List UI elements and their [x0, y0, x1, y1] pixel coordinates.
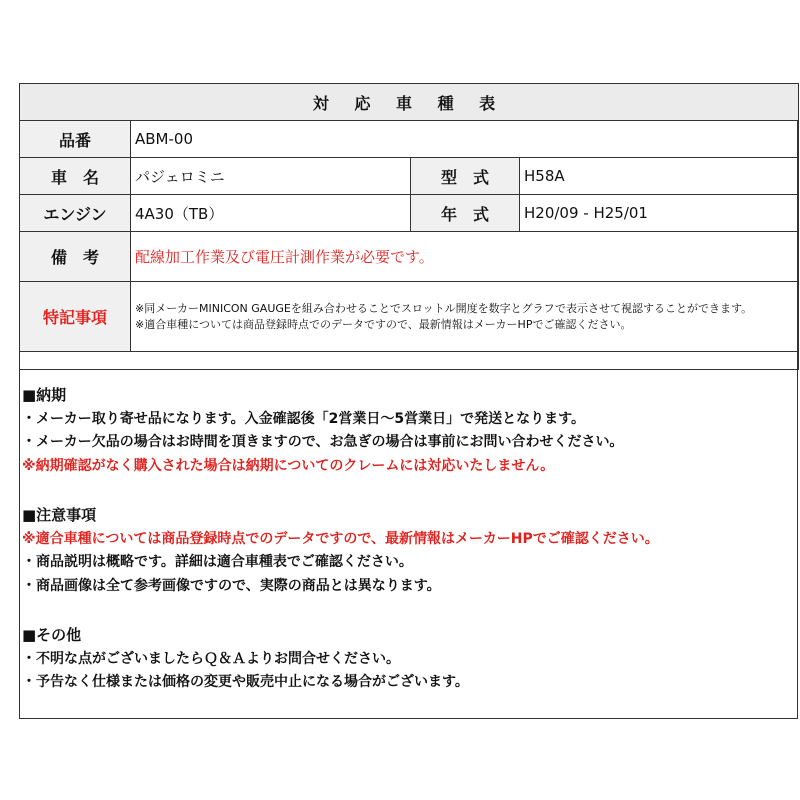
special-note-2: ※適合車種については商品登録時点でのデータですので、最新情報はメーカーHPでご確認ください。: [135, 317, 632, 331]
model-value: H58A: [520, 158, 799, 195]
car-label: 車 名: [20, 158, 131, 195]
table-blank-row: [20, 352, 799, 370]
part-no-label: 品番: [20, 121, 131, 158]
delivery-line-2: ・メーカー欠品の場合はお時間を頂きますので、お急ぎの場合は事前にお問い合わせください。: [22, 434, 624, 450]
delivery-heading: ■納期: [22, 386, 67, 404]
year-value: H20/09 - H25/01: [520, 195, 799, 232]
engine-value: 4A30（TB）: [131, 195, 411, 232]
spacer: [22, 478, 792, 504]
special-label: 特記事項: [20, 282, 131, 352]
table-title-row: [20, 84, 799, 121]
blank-cell: [20, 352, 799, 370]
table-row: [20, 158, 799, 195]
compatibility-table: [19, 83, 799, 370]
car-value: パジェロミニ: [131, 158, 411, 195]
caution-line-2: ・商品画像は全て参考画像ですので、実際の商品とは異なります。: [22, 577, 441, 594]
engine-label: エンジン: [20, 195, 131, 232]
remarks-label: 備 考: [20, 232, 131, 282]
part-no-value: ABM-00: [131, 121, 799, 158]
remarks-value: 配線加工作業及び電圧計測作業が必要です。: [131, 232, 799, 282]
table-row: [20, 121, 799, 158]
other-line-2: ・予告なく仕様または価格の変更や販売中止になる場合がございます。: [22, 674, 469, 690]
table-title: 対 応 車 種 表: [20, 84, 799, 121]
table-row: [20, 232, 799, 282]
year-label: 年 式: [411, 195, 520, 232]
delivery-line-1: ・メーカー取り寄せ品になります。入金確認後「2営業日～5営業日」で発送となります。: [22, 410, 585, 427]
table-row: [20, 195, 799, 232]
delivery-warning: ※納期確認がなく購入された場合は納期についてのクレームには対応いたしません。: [22, 457, 555, 474]
other-heading: ■その他: [22, 626, 82, 644]
caution-line-1: ・商品説明は概略です。詳細は適合車種表でご確認ください。: [22, 554, 413, 570]
other-line-1: ・不明な点がございましたらＱ＆Ａよりお問合せください。: [22, 650, 400, 667]
special-notes: [131, 282, 799, 352]
special-note-1: ※同メーカーMINICON GAUGEを組み合わせることでスロットル開度を数字とグラフで表示させて視認することができます。: [135, 301, 753, 315]
caution-heading: ■注意事項: [22, 506, 97, 524]
model-label: 型 式: [411, 158, 520, 195]
caution-warning: ※適合車種については商品登録時点でのデータですので、最新情報はメーカーHPでご確認ください。: [22, 530, 659, 547]
info-section: [22, 384, 792, 695]
spacer: [22, 598, 792, 624]
table-row: [20, 282, 799, 352]
